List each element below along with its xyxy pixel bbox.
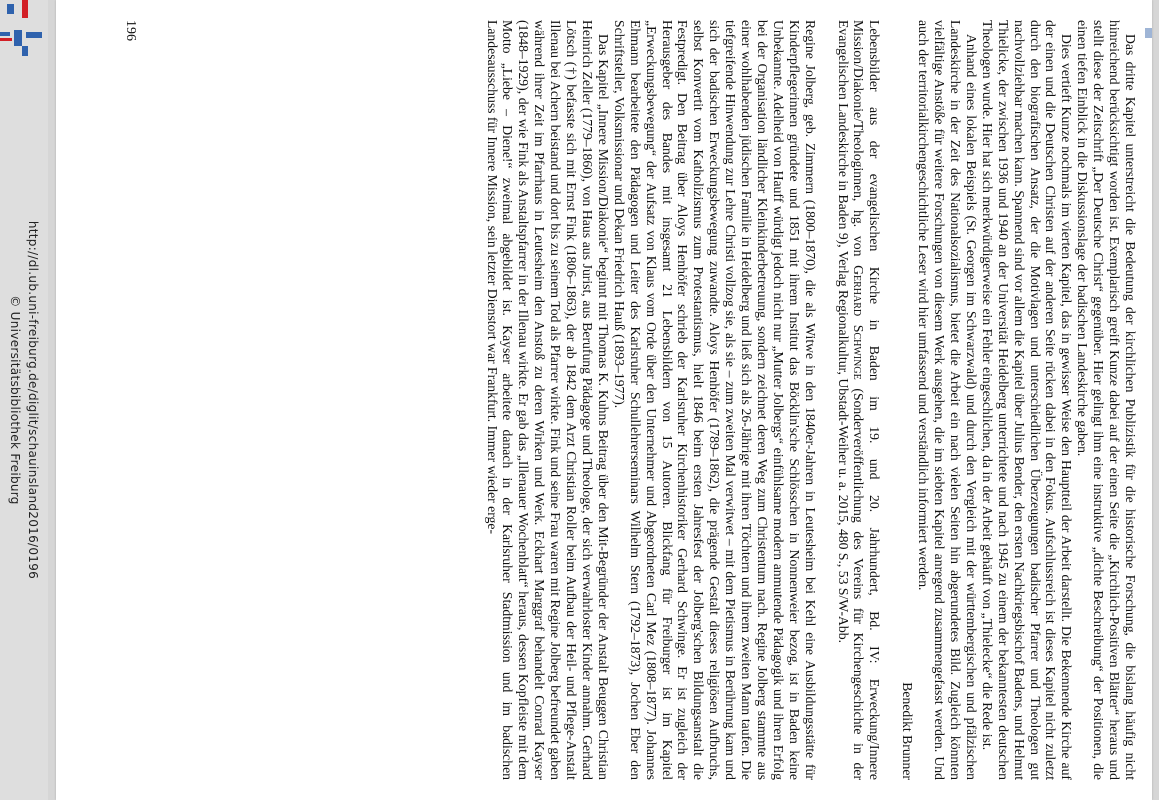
review1-signature: Benedikt Brunner	[900, 682, 916, 780]
scanned-page	[56, 0, 1152, 800]
review2-paragraph-2: Das Kapitel „Innere Mission/Diakonie“ beginnt mit Thomas K. Kuhns Beitrag über den Mit-Begründer der Anstalt Beuggen Christian Heinrich Zeller (1779–1860), von Haus aus Jurist, aus Berufung Pädagoge und Theologe, der sich verwahrloster Kinder annahm. Gerhard Lötsch (†) befasste sich mit Ernst Fink (1806–1863), der ab 1842 dem Arzt Christian Roller beim Aufbau der Heil- und Pflege-Anstalt Illenau bei Achern beistand und dort bis zu seinem Tod als Pfarrer wirkte. Fink und seine Frau waren mit Regine Jolberg befreundet gaben während ihrer Zeit im Pfarrhaus in Leutesheim den Anstoß zu deren Wirken und Werk. Eckhart Marggraf behandelt Conrad Kayser (1848–1929), der wie Fink als Anstaltspfarrer in der Illenau wirkte. Er gab das „Illenauer Wochenblatt“ heraus, dessen Kopfleiste mit dem Motto „Liebe – Diene!“ zweimal abgebildet ist. Kayser arbeitete danach in der Karlsruher Stadtmission und im badischen Landesausschuss für Innere Mission, sein letzter Dienstort war Frankfurt. Immer wieder erge-	[484, 20, 611, 780]
review2-paragraph-1: Regine Jolberg, geb. Zimmern (1800–1870), die als Witwe in den 1840er-Jahren in Leutesheim bei Kehl eine Ausbildungsstätte für Kinderpflegerinnen gründete und 1851 mit ihrem Institut das Böcklin'sche Schlösschen in Nonnenweier bezog, ist in Baden keine Unbekannte. Adelheid von Hauff würdigt jedoch nicht nur „Mutter Jolbergs“ einfühlsame modern anmutende Pädagogik und ihren Erfolg bei der Organisation ländlicher Kleinkinderbetreuung, sondern zeichnet deren Weg zum Christentum nach. Regine Jolberg stammte aus einer wohlhabenden jüdischen Familie in Heidelberg und ließ sich als 26-Jährige mit ihren Töchtern und ihrem zweiten Mann taufen. Die tiefgreifende Hinwendung zur Lehre Christi vollzog sie, als sie – zum zweiten Mal verwitwet – mit dem Pietismus in Berührung kam und sich der badischen Erweckungsbewegung zuwandte. Aloys Henhöfer (1789–1862), die prägende Gestalt dieses religiösen Aufbruchs, selbst Konvertit vom Katholizismus zum Protestantismus, hielt 1846 beim ersten Jahresfest der Jolberg'schen Bildungsanstalt die Festpredigt. Den Beitrag über Aloys Henhöfer schrieb der Karlsruher Kirchenhistoriker Gerhard Schwinge. Er ist zugleich der Herausgeber des Bandes mit insgesamt 21 Lebensbildern von 15 Autoren. Blickfang für Freiburger ist im Kapitel „Erweckungsbewegung“ der Aufsatz von Klaus vom Orde über den Unternehmer und Abgeordneten Carl Mez (1808–1877). Johannes Ehmann bearbeitete den Pädagogen und Leiter des Karlsruher Schullehrerseminars Wilhelm Stern (1792–1873), Jochen Eber den Schriftsteller, Volksmissionar und Dekan Friedrich Hauß (1893–1977).	[611, 20, 818, 780]
bibliographic-entry-part-1: Lebensbilder aus der evangelischen Kirche in Baden im 19. und 20. Jahrhundert, Bd. IV: Erweckung/Innere Mission/Diakonie/Theologinnen, hg. von	[851, 20, 883, 780]
rotated-page-content	[66, 15, 1142, 785]
review1-paragraph-2: Dies vertieft Kunze nochmals im vierten Kapitel, das in gewisser Weise den Hauptteil der Arbeit darstellt. Die Bekennende Kirche auf der einen und die Deutschen Christen auf der anderen Seite rücken dabei in den Fokus. Aufschlussreich ist dieses Kapitel nicht zuletzt durch den biografischen Ansatz, der die Motivlagen und unterschiedlichen Überzeugungen badischer Pfarrer und Theologen gut nachvollziehbar machen kann. Spannend sind vor allem die Kapitel über Julius Bender, den ersten Nachkriegsbischof Badens, und Helmut Thielicke, der zwischen 1936 und 1940 an der Universität Heidelberg unterrichtete und nach 1945 zu einem der bekanntesten deutschen Theologen wurde. Hier hat sich merkwürdigerweise ein Fehler eingeschlichen, da in der Arbeit gehäuft von „Thielecke“ die Rede ist.	[979, 20, 1075, 780]
review1-paragraph-3: Anhand eines lokalen Beispiels (St. Georgen im Schwarzwald) und durch den Vergleich mit der württembergischen und pfälzischen Landeskirche in der Zeit des Nationalsozialismus, bietet die Arbeit ein nach vielen Seiten hin abgerundetes Bild. Zugleich könnten vielfältige Anstöße für weitere Forschungen von diesem Werk ausgehen, die im siebten Kapitel anregend zusammengefasst werden. Und auch der territorialkirchengeschichtliche Leser wird hier umfassend und verständlich informiert werden.	[916, 20, 979, 780]
library-side-strip	[0, 0, 48, 800]
bibliographic-entry	[835, 20, 883, 780]
permalink-url[interactable]: http://dl.ub.uni-freiburg.de/diglit/schauinsland2016/0196	[26, 220, 40, 580]
review-kunze	[899, 20, 1138, 780]
review-lebensbilder-bibliography	[835, 20, 883, 780]
page-number: 196	[123, 20, 138, 41]
bibliographic-entry-part-2: (Sonderveröffentlichung des Vereins für Kirchengeschichte in der Evangelischen Landeskirche in Baden 9), Verlag Regionalkultur, Ubstadt-Weiher u. a. 2015, 480 S., 53 S/W-Abb.	[835, 20, 867, 780]
bibliographic-editor: Gerhard Schwinge	[851, 265, 867, 380]
citation-strip	[0, 0, 48, 800]
scroll-marker[interactable]	[1145, 28, 1152, 38]
review1-paragraph-1: Das dritte Kapitel unterstreicht die Bedeutung der kirchlichen Publizistik für die historische Forschung, die bislang häufig nicht hinreichend berücksichtigt worden ist. Exemplarisch greift Kunze dabei auf der einen Seite die „Kirchlich-Positiven Blätter“ heraus und stellt diese der Zeitschrift „Der Deutsche Christ“ gegenüber. Hier gelingt ihm eine instruktive „dichte Beschreibung“ der Positionen, die einen tiefen Einblick in die Diskussionslage der badischen Landeskirche gaben.	[1075, 20, 1138, 780]
copyright-notice: © Universitätsbibliothek Freiburg	[8, 295, 22, 505]
page-text-column	[484, 20, 1138, 780]
review-lebensbilder-body	[484, 20, 818, 780]
